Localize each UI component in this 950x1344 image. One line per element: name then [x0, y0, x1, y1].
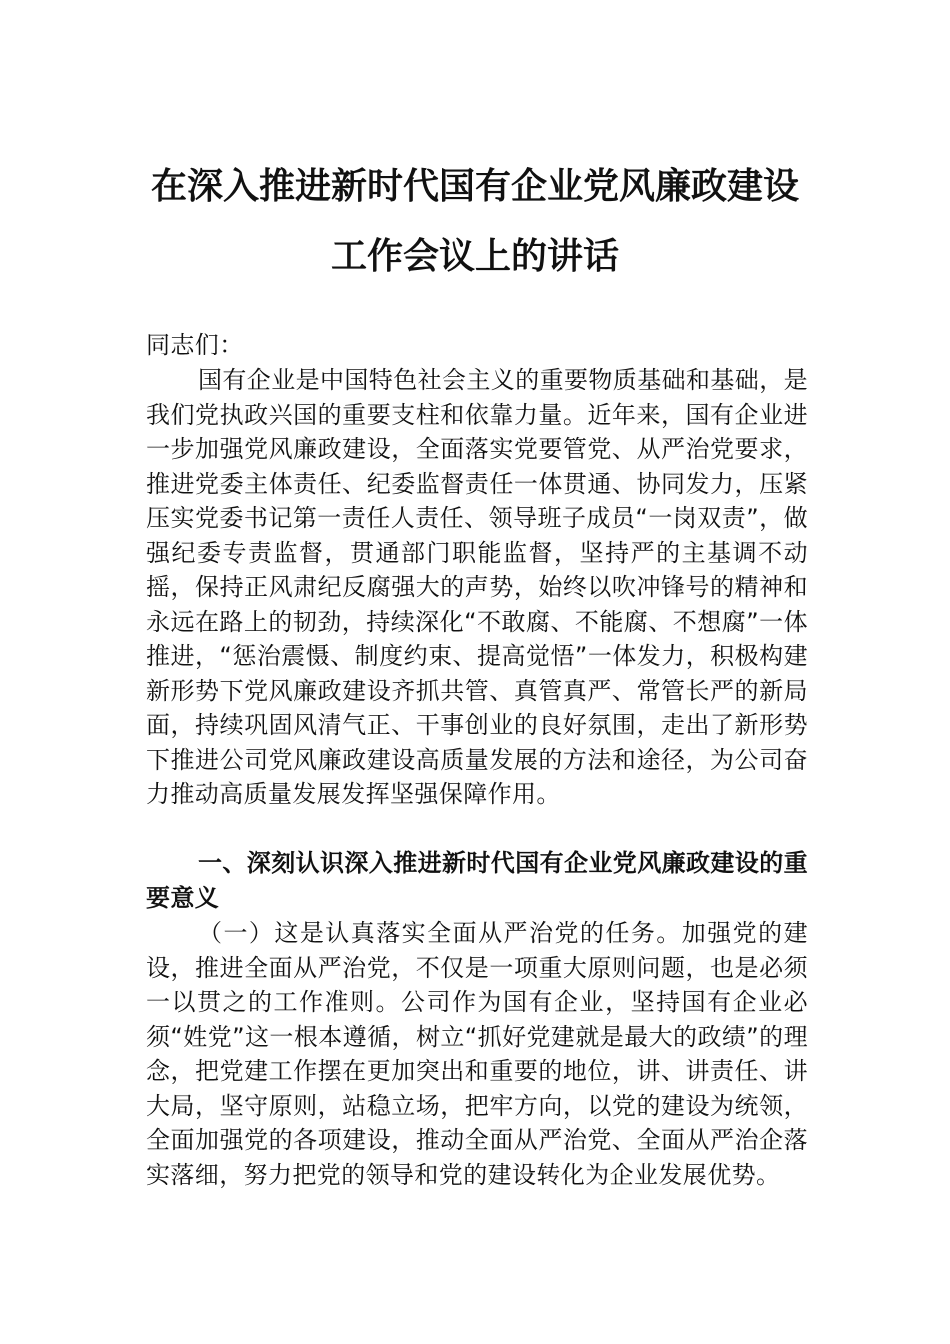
paragraph-section-1-1: （一）这是认真落实全面从严治党的任务。加强党的建设，推进全面从严治党，不仅是一项重大原则问题，也是必须一以贯之的工作准则。公司作为国有企业，坚持国有企业必须“姓党”这一根本遵循，树立“抓好党建就是最大的政绩”的理念，把党建工作摆在更加突出和重要的地位，讲、讲责任、讲大局，坚守原则，站稳立场，把牢方向，以党的建设为统领，全面加强党的各项建设，推动全面从严治党、全面从严治企落实落细，努力把党的领导和党的建设转化为企业发展优势。: [146, 919, 808, 1189]
paragraph-intro: 国有企业是中国特色社会主义的重要物质基础和基础，是我们党执政兴国的重要支柱和依靠力量。近年来，国有企业进一步加强党风廉政建设，全面落实党要管党、从严治党要求，推进党委主体责任、纪委监督责任一体贯通、协同发力，压紧压实党委书记第一责任人责任、领导班子成员“一岗双责”，做强纪委专责监督，贯通部门职能监督，坚持严的主基调不动摇，保持正风肃纪反腐强大的声势，始终以吹冲锋号的精神和永远在路上的韧劲，持续深化“不敢腐、不能腐、不想腐”一体推进，“惩治震慑、制度约束、提高觉悟”一体发力，积极构建新形势下党风廉政建设齐抓共管、真管真严、常管长严的新局面，持续巩固风清气正、干事创业的良好氛围，走出了新形势下推进公司党风廉政建设高质量发展的方法和途径，为公司奋力推动高质量发展发挥坚强保障作用。: [146, 366, 808, 808]
section-heading-1: 一、深刻认识深入推进新时代国有企业党风廉政建设的重要意义: [146, 849, 808, 912]
document-title-line2: 工作会议上的讲话: [330, 235, 619, 277]
document-title-line1: 在深入推进新时代国有企业党风廉政建设: [150, 165, 799, 207]
salutation: 同志们：: [146, 331, 244, 359]
